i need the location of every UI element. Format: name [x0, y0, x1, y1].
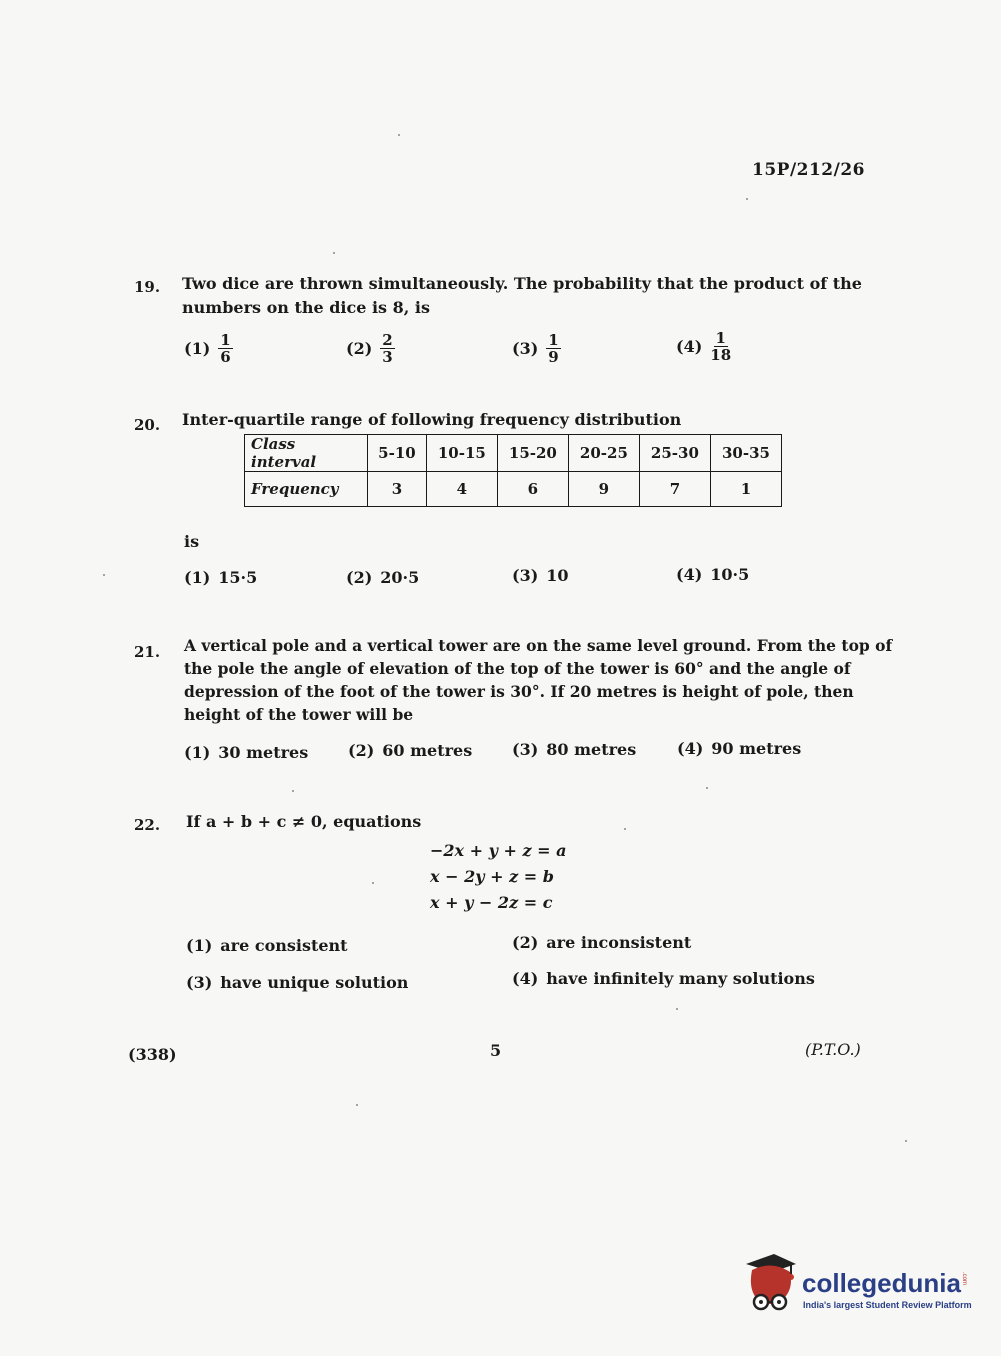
numerator: 1: [715, 329, 726, 347]
mascot-icon: [742, 1250, 800, 1314]
q19-option-3[interactable]: [512, 332, 561, 365]
q20-option-1[interactable]: [184, 568, 257, 587]
table-cell: 5-10: [368, 435, 427, 472]
option-text: are inconsistent: [546, 933, 692, 952]
pto-label: (P.T.O.): [805, 1040, 861, 1059]
q22-option-2[interactable]: [512, 933, 691, 952]
option-text: 10·5: [710, 565, 750, 584]
option-text: 60 metres: [382, 741, 473, 760]
table-cell: 25-30: [639, 435, 710, 472]
option-label: (3): [512, 566, 539, 585]
option-label: (4): [677, 739, 704, 758]
table-cell: 9: [568, 472, 639, 507]
question-21-number: 21.: [134, 643, 161, 661]
logo-name: collegedunia: [802, 1268, 961, 1298]
q20-option-2[interactable]: [346, 568, 419, 587]
option-text: 15·5: [218, 568, 258, 587]
q21-option-2[interactable]: [348, 741, 472, 760]
q21-option-4[interactable]: [677, 739, 801, 758]
table-cell: 3: [368, 472, 427, 507]
q19-option-1[interactable]: [184, 332, 233, 365]
equation-system: [430, 838, 566, 916]
option-text: 30 metres: [218, 743, 309, 762]
table-cell: 20-25: [568, 435, 639, 472]
option-label: (1): [184, 568, 211, 587]
table-cell: 10-15: [426, 435, 497, 472]
table-cell: 4: [426, 472, 497, 507]
option-text: are consistent: [220, 936, 348, 955]
q22-option-4[interactable]: [512, 969, 815, 988]
text-line: depression of the foot of the tower is 30°. If 20 metres is height of pole, then: [184, 682, 854, 701]
text-line: the pole the angle of elevation of the top of the tower is 60° and the angle of: [184, 659, 851, 678]
table-cell: 6: [497, 472, 568, 507]
question-22-number: 22.: [134, 816, 161, 834]
fraction: [710, 330, 731, 363]
question-20-text: Inter-quartile range of following frequency distribution: [182, 410, 682, 429]
fraction: [546, 332, 560, 365]
table-cell: 30-35: [710, 435, 781, 472]
option-label: (3): [186, 973, 213, 992]
q20-option-4[interactable]: [676, 565, 749, 584]
table-cell: 1: [710, 472, 781, 507]
fraction: [218, 332, 232, 365]
q21-option-1[interactable]: [184, 743, 308, 762]
q19-option-4[interactable]: [676, 330, 731, 363]
equation: −2x + y + z = a: [430, 841, 567, 860]
question-text-line-1: Two dice are thrown simultaneously. The probability that the product of the: [182, 274, 862, 293]
text-line: height of the tower will be: [184, 705, 414, 724]
numerator: 1: [220, 331, 231, 349]
table-header: Frequency: [245, 472, 368, 507]
paper-code: 15P/212/26: [752, 160, 866, 180]
page-number: 5: [490, 1041, 502, 1060]
option-label: (1): [186, 936, 213, 955]
question-number: 19.: [134, 278, 161, 296]
collegedunia-logo[interactable]: [742, 1250, 982, 1320]
question-22-text: If a + b + c ≠ 0, equations: [186, 812, 422, 831]
option-label: (1): [184, 743, 211, 762]
option-label: (3): [512, 740, 539, 759]
denominator: 3: [382, 348, 393, 366]
option-text: have unique solution: [220, 973, 409, 992]
option-text: 20·5: [380, 568, 420, 587]
text-line: A vertical pole and a vertical tower are on the same level ground. From the top of: [184, 636, 893, 655]
q20-option-3[interactable]: [512, 566, 569, 585]
numerator: 1: [548, 331, 559, 349]
q19-option-2[interactable]: [346, 332, 395, 365]
option-label: (2): [346, 339, 373, 358]
option-text: 10: [546, 566, 569, 585]
option-text: have infinitely many solutions: [546, 969, 815, 988]
option-label: (3): [512, 339, 539, 358]
denominator: 18: [710, 346, 732, 364]
table-cell: 7: [639, 472, 710, 507]
table-row: [245, 435, 782, 472]
frequency-table: [244, 434, 782, 507]
q22-option-3[interactable]: [186, 973, 408, 992]
table-header: Class interval: [245, 435, 368, 472]
option-label: (4): [676, 337, 703, 356]
option-label: (4): [676, 565, 703, 584]
question-20-number: 20.: [134, 416, 161, 434]
booklet-code: (338): [128, 1045, 177, 1064]
question-20-suffix: is: [184, 532, 200, 551]
option-text: 90 metres: [711, 739, 802, 758]
option-label: (2): [346, 568, 373, 587]
denominator: 6: [220, 348, 231, 366]
option-text: 80 metres: [546, 740, 637, 759]
logo-suffix: .com: [961, 1272, 967, 1286]
fraction: [380, 332, 394, 365]
table-row: [245, 472, 782, 507]
equation: x − 2y + z = b: [430, 867, 554, 886]
option-label: (2): [512, 933, 539, 952]
numerator: 2: [382, 331, 393, 349]
question-text-line-2: numbers on the dice is 8, is: [182, 298, 430, 317]
equation: x + y − 2z = c: [430, 893, 553, 912]
table-cell: 15-20: [497, 435, 568, 472]
q21-option-3[interactable]: [512, 740, 636, 759]
question-21-text: [184, 634, 893, 726]
denominator: 9: [548, 348, 559, 366]
logo-tagline: India's largest Student Review Platform: [803, 1300, 972, 1310]
q22-option-1[interactable]: [186, 936, 348, 955]
option-label: (1): [184, 339, 211, 358]
option-label: (2): [348, 741, 375, 760]
option-label: (4): [512, 969, 539, 988]
